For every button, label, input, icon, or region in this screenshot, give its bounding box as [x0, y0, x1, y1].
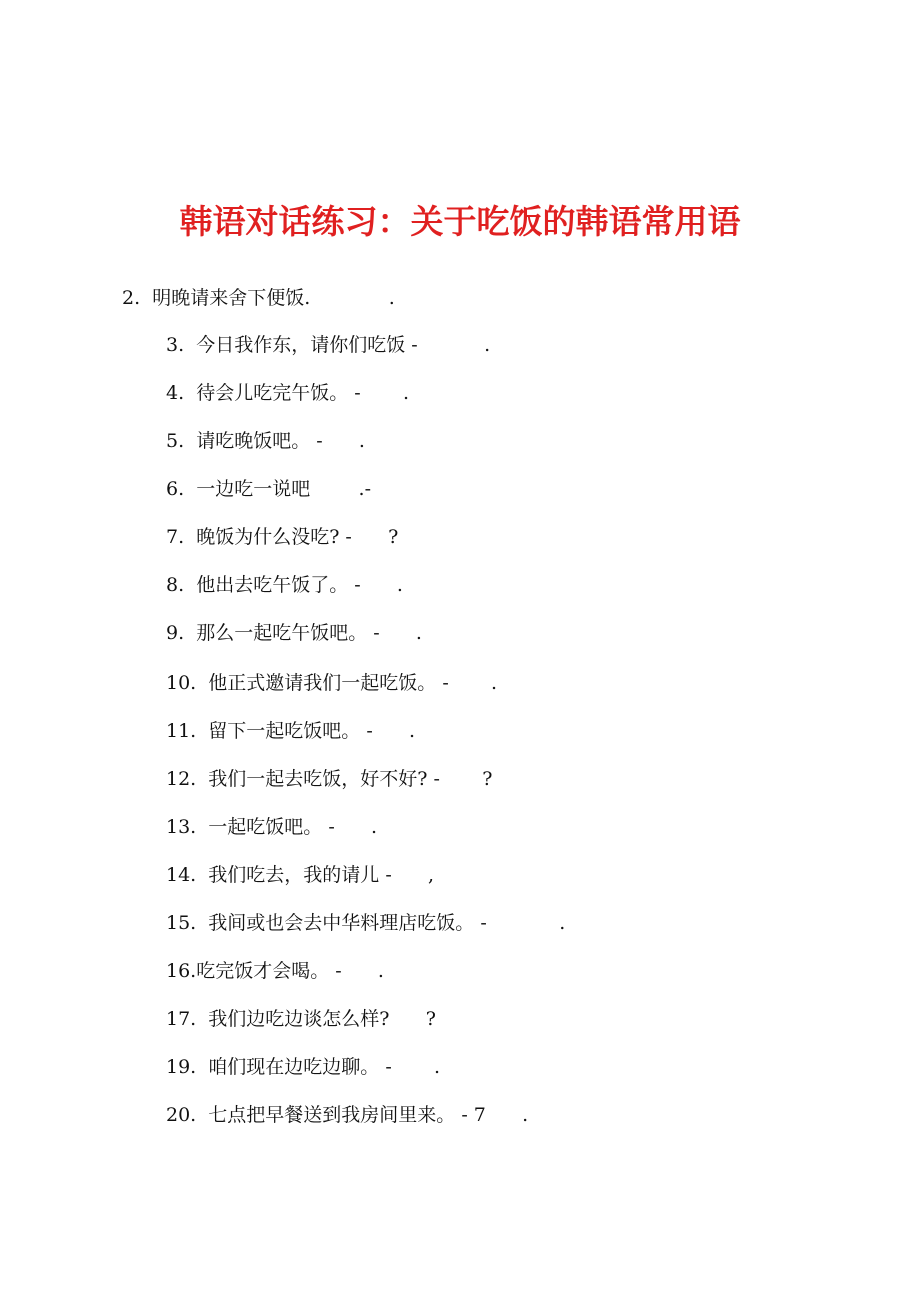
list-item: 20. 七点把早餐送到我房间里来。 - 7 .: [166, 1104, 529, 1126]
list-item: 10. 他正式邀请我们一起吃饭。 - .: [166, 672, 498, 694]
list-item: 9. 那么一起吃午饭吧。 - .: [166, 622, 422, 644]
list-item: 16.吃完饭才会喝。 - .: [166, 960, 384, 982]
list-item: 17. 我们边吃边谈怎么样? ?: [166, 1008, 436, 1030]
list-item: 13. 一起吃饭吧。 - .: [166, 816, 378, 838]
list-item: 3. 今日我作东，请你们吃饭 - .: [166, 334, 491, 356]
list-item: 8. 他出去吃午饭了。 - .: [166, 574, 403, 596]
list-item: 12. 我们一起去吃饭，好不好? - ?: [166, 768, 493, 790]
list-item: 4. 待会儿吃完午饭。 - .: [166, 382, 409, 404]
list-item: 7. 晚饭为什么没吃? - ?: [166, 526, 399, 548]
list-item: 2. 明晚请来舍下便饭. .: [122, 287, 395, 309]
list-item: 6. 一边吃一说吧 .-: [166, 478, 371, 500]
list-item: 14. 我们吃去，我的请儿 - ,: [166, 864, 435, 886]
list-item: 19. 咱们现在边吃边聊。 - .: [166, 1056, 441, 1078]
page-title: 韩语对话练习：关于吃饭的韩语常用语: [179, 202, 741, 241]
list-item: 15. 我间或也会去中华料理店吃饭。 - .: [166, 912, 566, 934]
list-item: 11. 留下一起吃饭吧。 - .: [166, 720, 416, 742]
list-item: 5. 请吃晚饭吧。 - .: [166, 430, 365, 452]
